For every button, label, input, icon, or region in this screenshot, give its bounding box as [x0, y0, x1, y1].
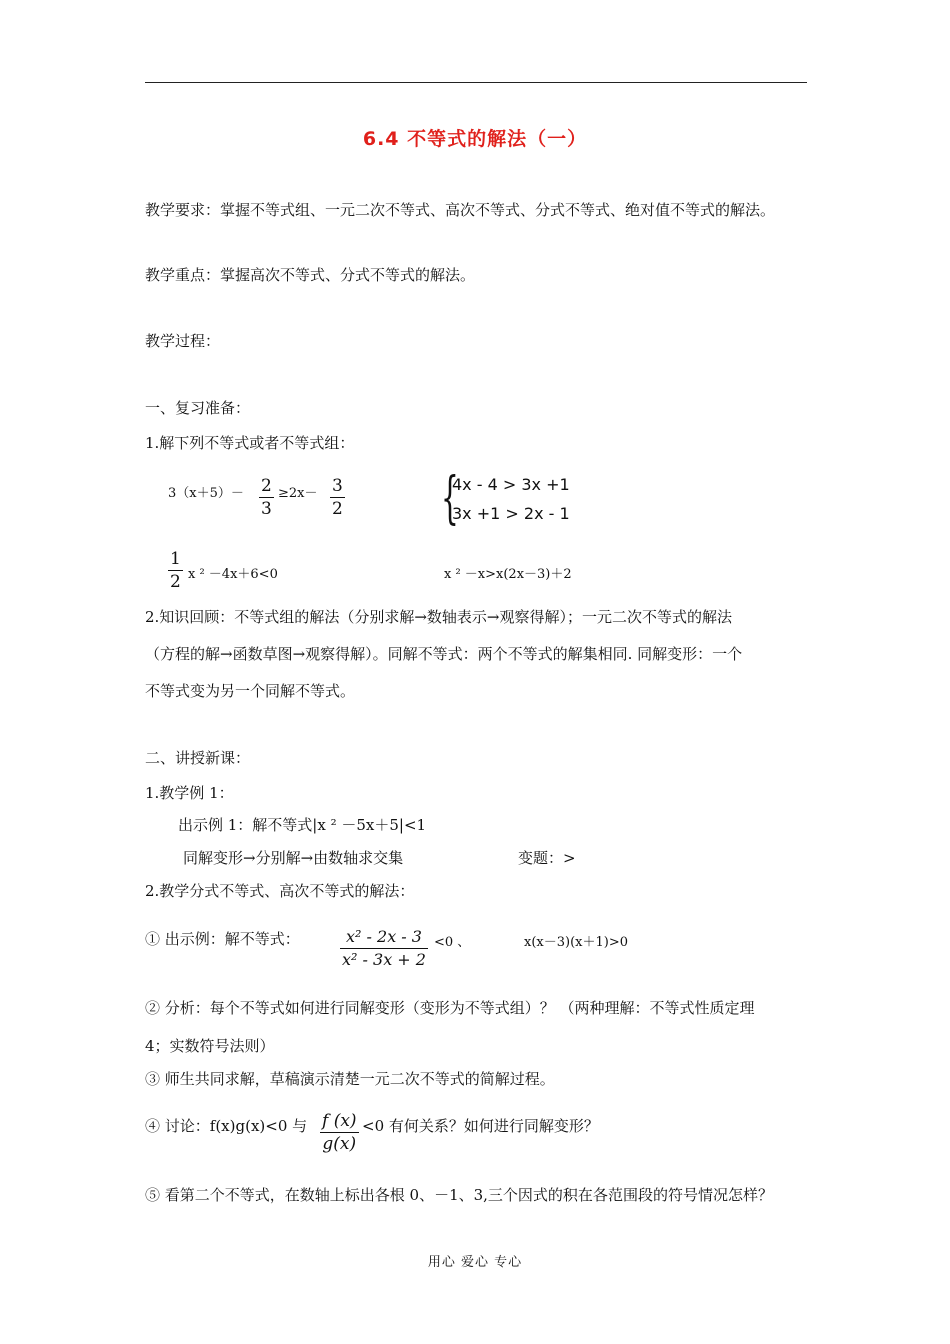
fraction-denominator: g(x): [322, 1134, 357, 1154]
header-rule: [145, 82, 807, 83]
review-item-1: 1.解下列不等式或者不等式组：: [145, 434, 355, 452]
fraction-denominator: x² - 3x + 2: [342, 950, 426, 969]
step-1-after: <0 、: [434, 935, 471, 950]
equation-1-fraction-b: [330, 475, 345, 520]
step-1-fraction: [340, 926, 428, 971]
equation-3-fraction: [168, 548, 183, 593]
new-lesson-item-1: 1.教学例 1：: [145, 784, 234, 802]
fraction-numerator: 1: [170, 549, 181, 569]
step-4-prefix: ④ 讨论：f(x)g(x)<0 与: [145, 1117, 308, 1135]
step-4-fraction: [320, 1110, 359, 1155]
fraction-numerator: 2: [261, 476, 272, 496]
step-2-line-2: 4；实数符号法则）: [145, 1037, 275, 1055]
step-3: ③ 师生共同求解，草稿演示清楚一元二次不等式的简解过程。: [145, 1070, 555, 1088]
system-line-1: 4x - 4 > 3x +1: [452, 475, 570, 494]
review-item-2-line-2: （方程的解→函数草图→观察得解）。同解不等式：两个不等式的解集相同. 同解变形：一个: [145, 645, 743, 663]
example-1-variant: 变题：>: [518, 849, 576, 867]
step-1-label: ① 出示例：解不等式：: [145, 930, 300, 948]
equation-4: x ² －x>x(2x－3)＋2: [444, 567, 572, 582]
step-2-line-1: ② 分析：每个不等式如何进行同解变形（变形为不等式组）？ （两种理解：不等式性质定理: [145, 999, 755, 1017]
fraction-numerator: f (x): [322, 1111, 357, 1131]
new-lesson-item-2: 2.教学分式不等式、高次不等式的解法：: [145, 882, 415, 900]
fraction-numerator: x² - 2x - 3: [346, 927, 422, 946]
system-line-2: 3x +1 > 2x - 1: [452, 504, 570, 523]
review-item-2-line-1: 2.知识回顾：不等式组的解法（分别求解→数轴表示→观察得解）；一元二次不等式的解法: [145, 608, 732, 626]
step-5: ⑤ 看第二个不等式，在数轴上标出各根 0、－1、3,三个因式的积在各范围段的符号情况怎样？: [145, 1186, 773, 1204]
equation-1-middle: ≥2x－: [278, 486, 318, 501]
equation-1-fraction-a: [259, 475, 274, 520]
teaching-key-points: 教学重点：掌握高次不等式、分式不等式的解法。: [145, 266, 476, 284]
step-1-second-inequality: x(x－3)(x＋1)>0: [524, 935, 628, 950]
fraction-denominator: 2: [170, 572, 181, 592]
review-item-2-line-3: 不等式变为另一个同解不等式。: [145, 682, 356, 700]
equation-3-rest: x ² －4x＋6<0: [188, 567, 278, 582]
step-4-suffix: <0 有何关系？如何进行同解变形？: [362, 1117, 599, 1135]
example-1: 出示例 1：解不等式|x ² －5x＋5|<1: [178, 816, 427, 834]
example-1-method: 同解变形→分别解→由数轴求交集: [183, 849, 404, 867]
equation-1-prefix: 3（x＋5）－: [168, 486, 244, 501]
review-heading: 一、复习准备：: [145, 399, 251, 417]
page-footer: 用心 爱心 专心: [427, 1255, 523, 1270]
new-lesson-heading: 二、讲授新课：: [145, 749, 251, 767]
page-title: 6.4 不等式的解法（一）: [362, 128, 588, 150]
teaching-process-label: 教学过程：: [145, 332, 221, 350]
system-brace: {: [441, 466, 459, 531]
teaching-requirements: 教学要求：掌握不等式组、一元二次不等式、高次不等式、分式不等式、绝对值不等式的解法。: [145, 201, 776, 219]
fraction-denominator: 3: [261, 499, 272, 519]
fraction-denominator: 2: [332, 499, 343, 519]
fraction-numerator: 3: [332, 476, 343, 496]
